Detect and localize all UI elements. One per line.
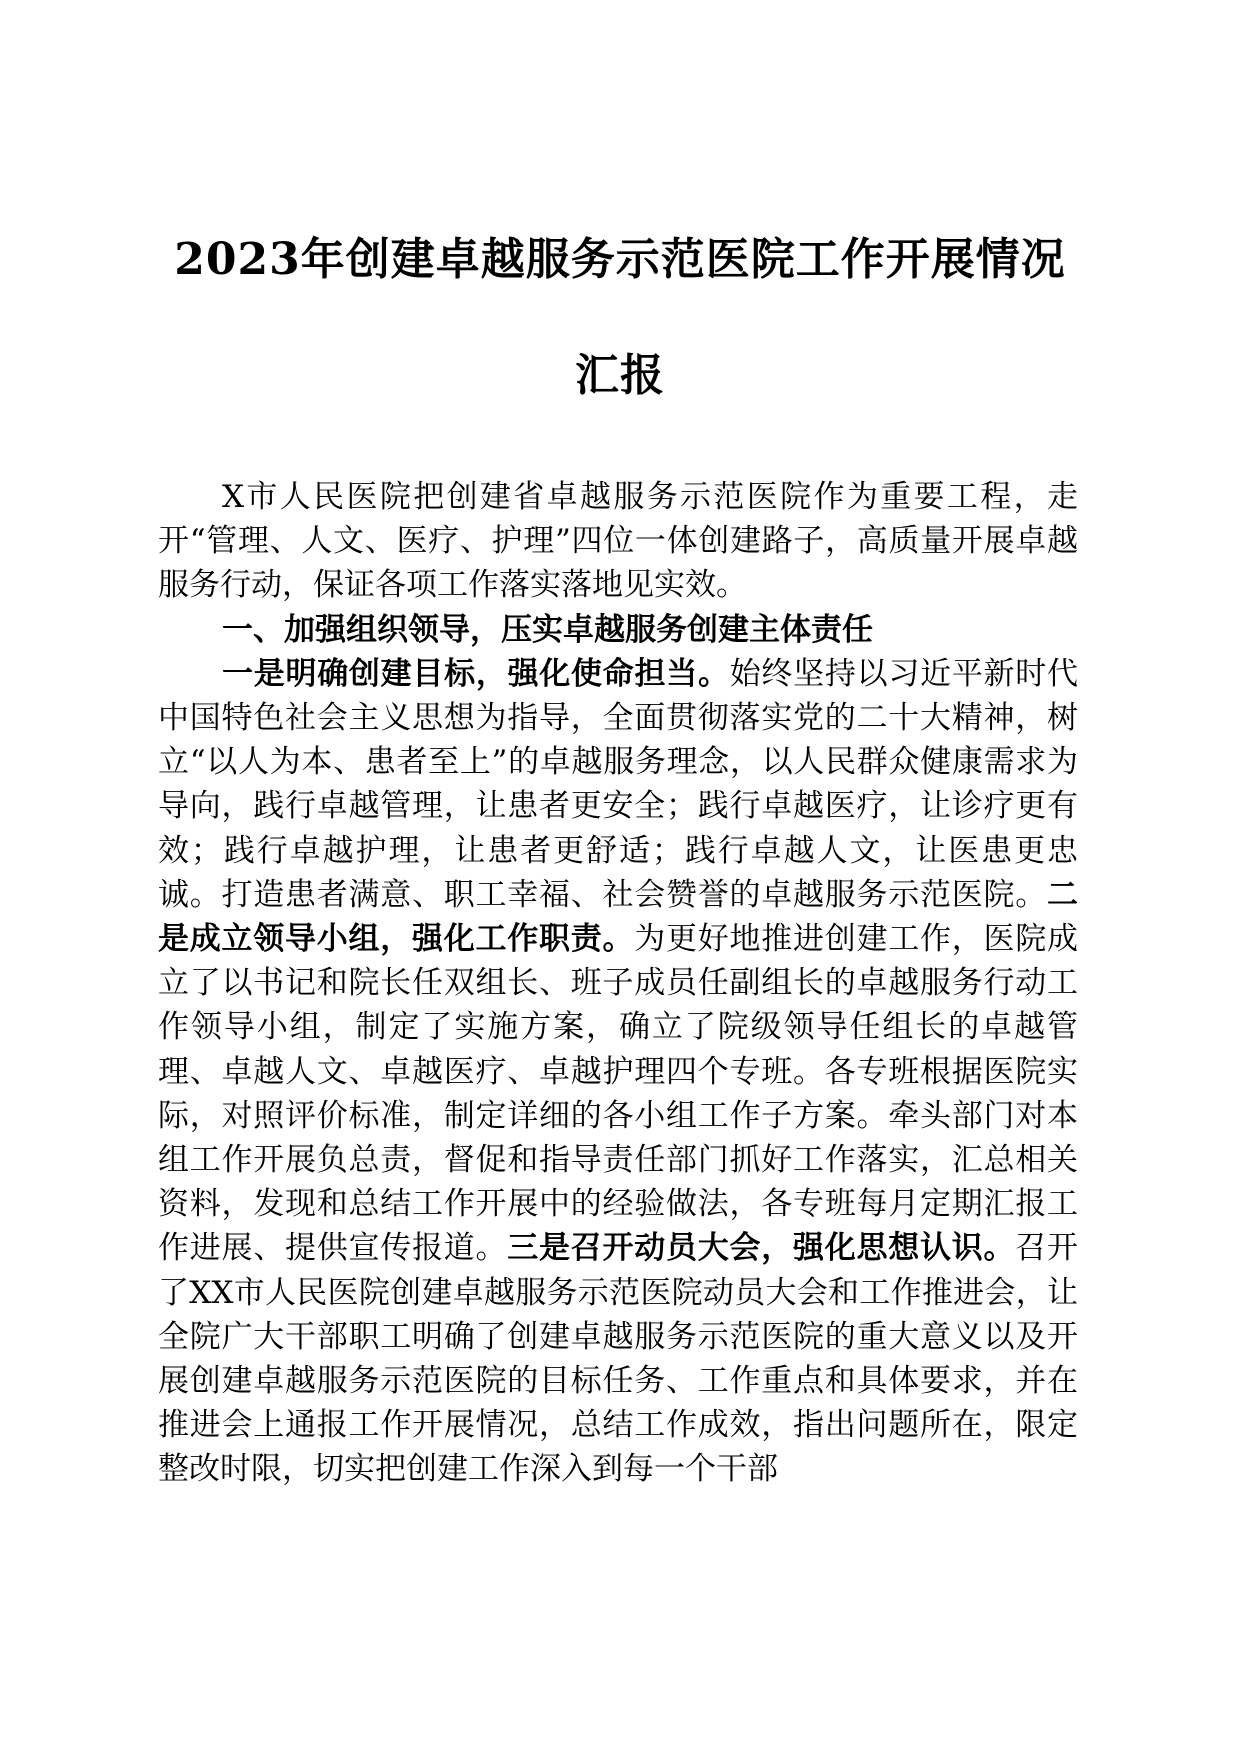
intro-paragraph: X市人民医院把创建省卓越服务示范医院作为重要工程，走开“管理、人文、医疗、护理”四位一体创建路子，高质量开展卓越服务行动，保证各项工作落实落地见实效。 (158, 479, 1078, 604)
document-title-line-2: 汇报 (575, 350, 665, 401)
point-1-lead: 一是明确创建目标，强化使命担当。 (222, 655, 730, 692)
section-1-heading (158, 608, 1078, 652)
point-2-lead: 二是成立领导小组，强化工作职责。 (158, 876, 1078, 958)
document-title-line-1: 2023年创建卓越服务示范医院工作开展情况 (174, 234, 1066, 285)
point-3-lead: 三是召开动员大会，强化思想认识。 (507, 1230, 1016, 1267)
document-body (158, 475, 1078, 1492)
section-heading-text: 一、加强组织领导，压实卓越服务创建主体责任 (222, 611, 873, 648)
point-1-text: 始终坚持以习近平新时代中国特色社会主义思想为指导，全面贯彻落实党的二十大精神，树立“以人为本、患者至上”的卓越服务理念，以人民群众健康需求为导向，践行卓越管理，让患者更安全；践行卓越医疗，让诊疗更有效；践行卓越护理，让患者更舒适；践行卓越人文，让医患更忠诚。打造患者满意、职工幸福、社会赞誉的卓越服务示范医院。 (158, 655, 1079, 913)
point-3-text: 召开了XX市人民医院创建卓越服务示范医院动员大会和工作推进会，让全院广大干部职工明确了创建卓越服务示范医院的重大意义以及开展创建卓越服务示范医院的目标任务、工作重点和具体要求，并在推进会上通报工作开展情况，总结工作成效，指出问题所在，限定整改时限，切实把创建工作深入到每一个干部 (158, 1230, 1078, 1488)
section-1-paragraph (158, 652, 1078, 1492)
point-2-text: 为更好地推进创建工作，医院成立了以书记和院长任双组长、班子成员任副组长的卓越服务行动工作领导小组，制定了实施方案，确立了院级领导任组长的卓越管理、卓越人文、卓越医疗、卓越护理四个专班。各专班根据医院实际，对照评价标准，制定详细的各小组工作子方案。牵头部门对本组工作开展负总责，督促和指导责任部门抓好工作落实，汇总相关资料，发现和总结工作开展中的经验做法，各专班每月定期汇报工作进展、提供宣传报道。 (158, 921, 1078, 1267)
